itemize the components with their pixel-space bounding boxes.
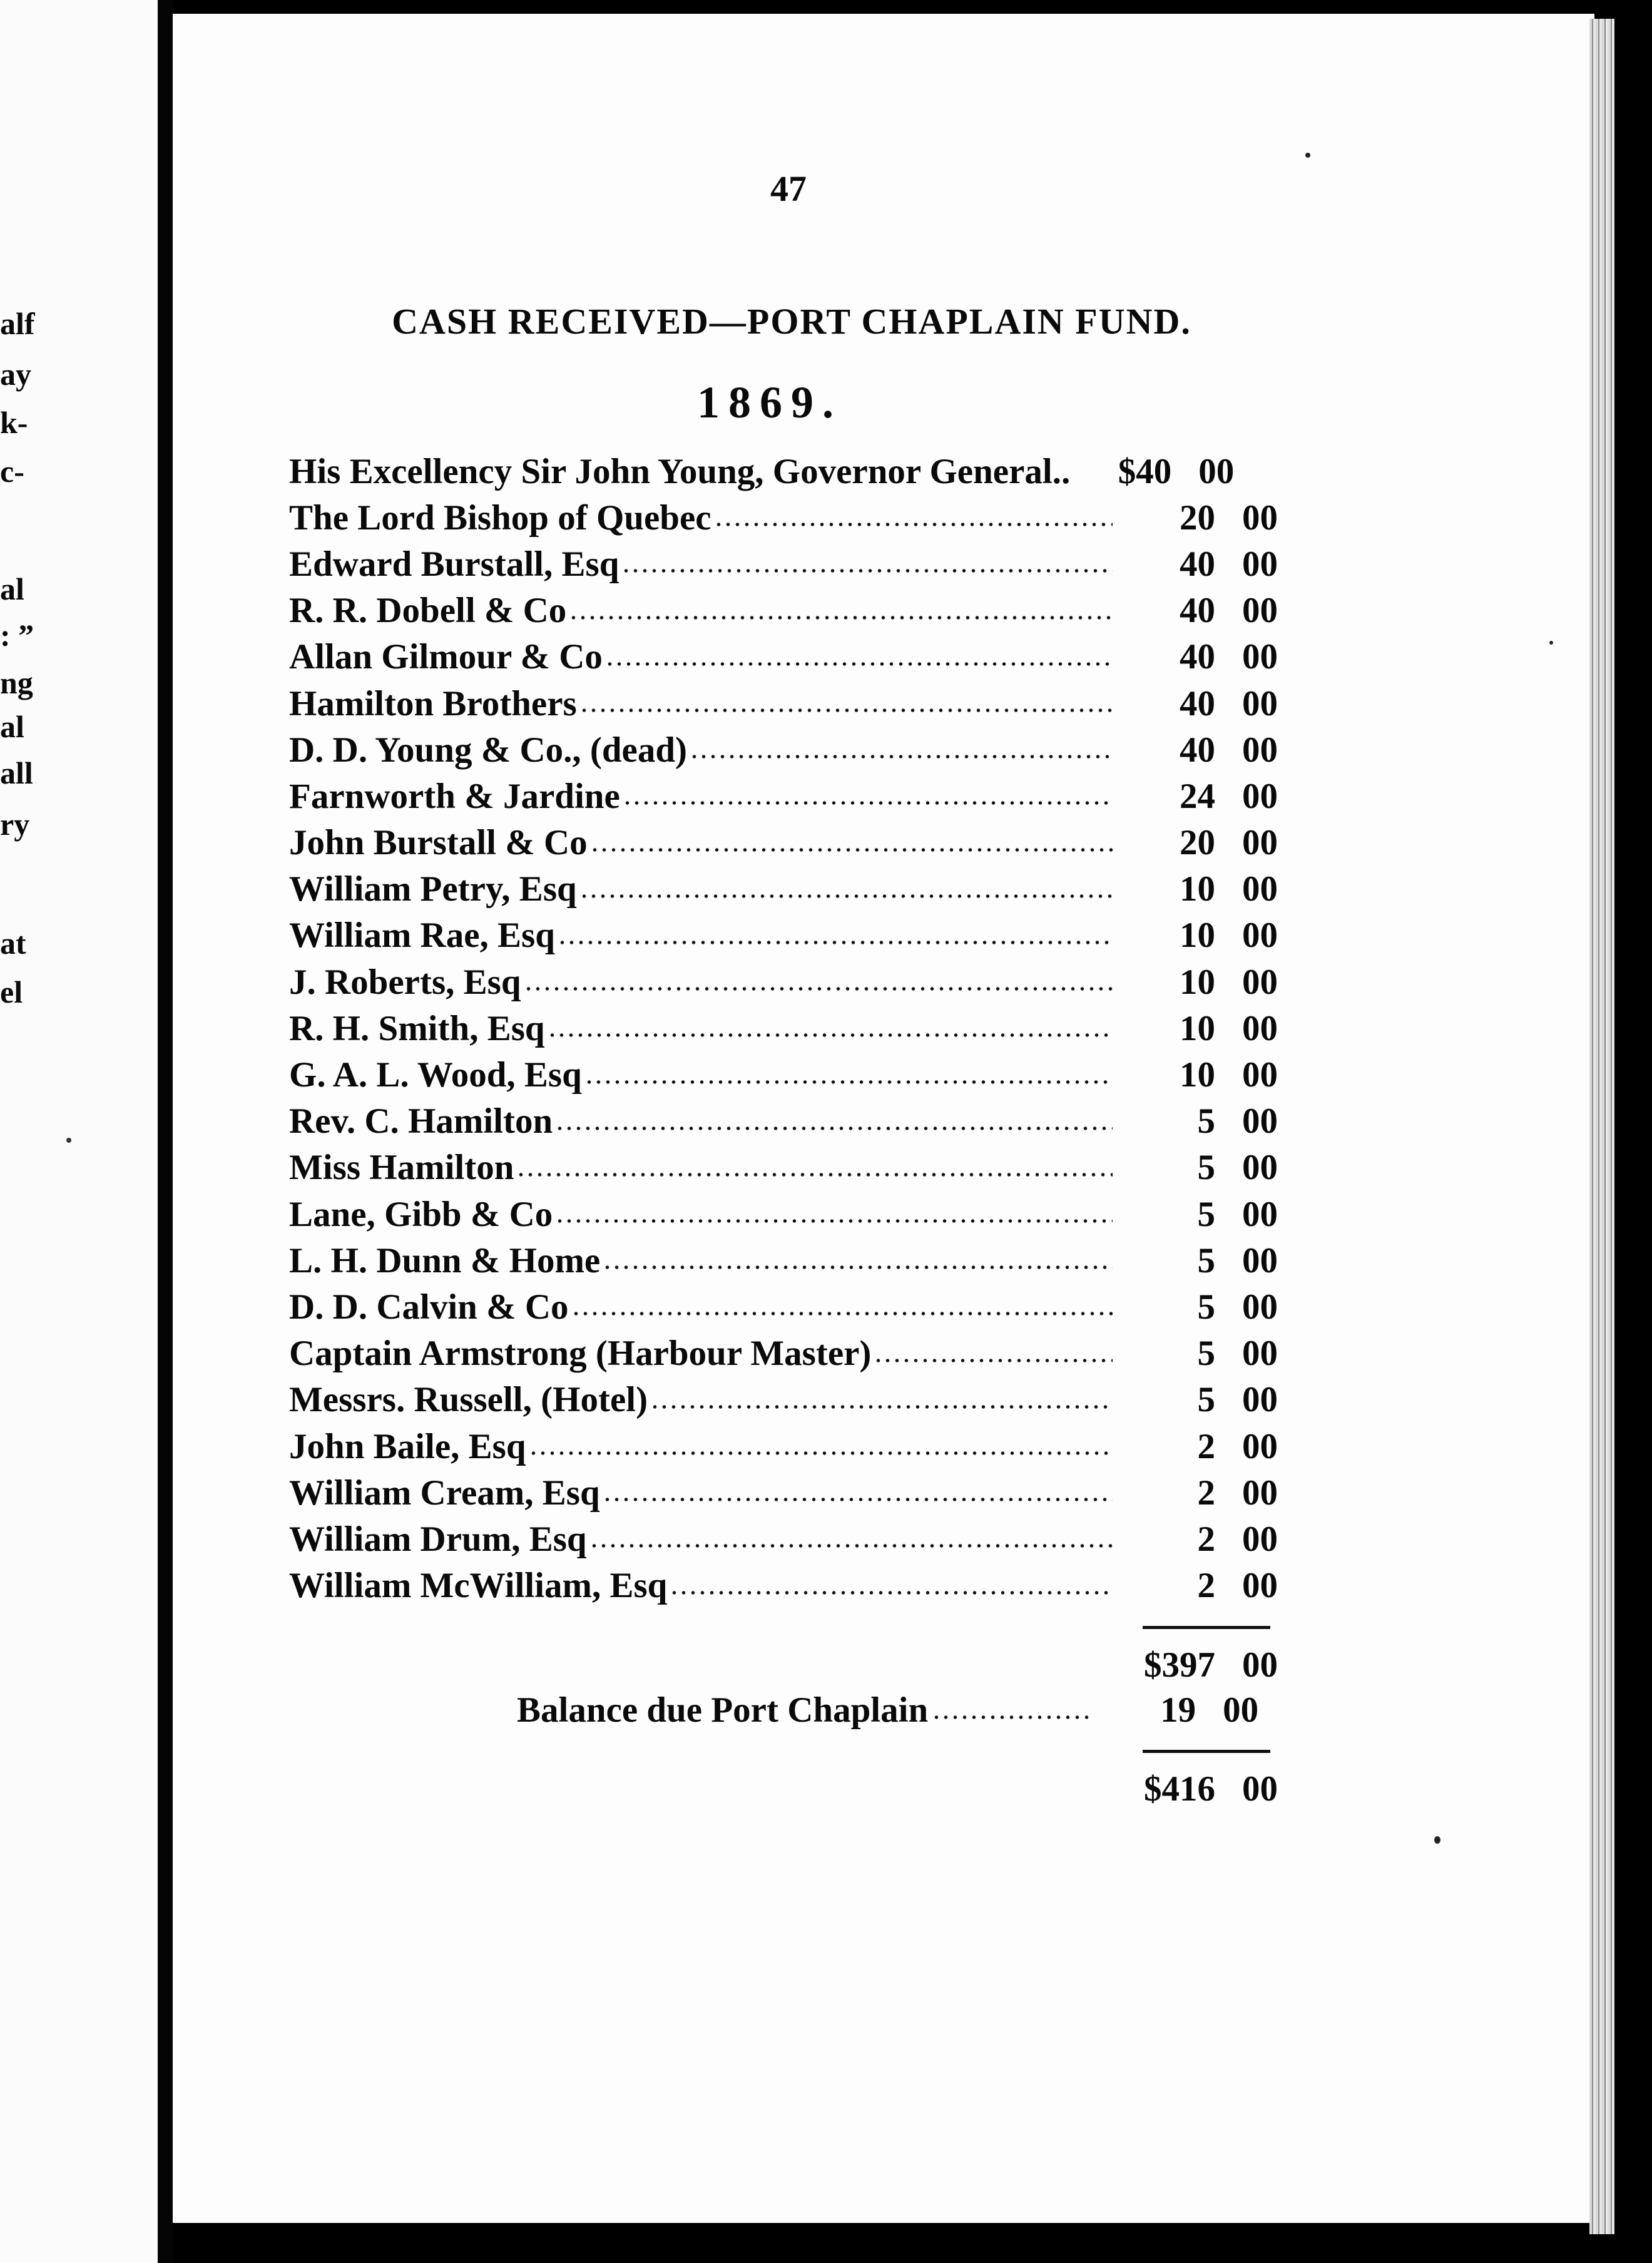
contributor-name: Rev. C. Hamilton (289, 1101, 553, 1142)
amount-cents: 00 (1242, 776, 1278, 816)
contributor-name: Farnworth & Jardine (289, 776, 620, 816)
amount-cents: 00 (1242, 1101, 1278, 1142)
contributor-name: Miss Hamilton (289, 1148, 514, 1188)
leader-dots (874, 1358, 1113, 1363)
amount-dollars: 24 (1180, 776, 1215, 816)
contribution-row (289, 727, 1278, 773)
contribution-row (289, 588, 1278, 634)
facing-page-fragment: al (0, 709, 24, 744)
amount-dollars: 10 (1180, 962, 1215, 1002)
amount-dollars: 10 (1180, 869, 1215, 909)
leader-dots (650, 1404, 1113, 1409)
leader-dots (690, 754, 1113, 759)
amount-dollars: 5 (1197, 1380, 1215, 1420)
contributor-name: His Excellency Sir John Young, Governor General.. (289, 451, 1071, 491)
amount-dollars: 5 (1197, 1148, 1215, 1188)
contributor-name: The Lord Bishop of Quebec (289, 498, 711, 538)
balance-row (517, 1690, 1258, 1730)
amount-dollars: 5 (1197, 1334, 1215, 1374)
leader-dots (524, 986, 1113, 991)
amount-cents: 00 (1242, 544, 1278, 584)
facing-page-fragment: all (0, 755, 33, 790)
contribution-row (289, 1005, 1278, 1051)
contributor-name: William McWilliam, Esq (289, 1566, 668, 1606)
facing-page-fragment: c- (0, 454, 24, 489)
amount-cents: 00 (1242, 498, 1278, 538)
amount-cents: 00 (1242, 591, 1278, 631)
contribution-row (289, 1191, 1278, 1237)
leader-dots (605, 662, 1113, 667)
contribution-row (289, 1423, 1278, 1469)
contribution-row (289, 1237, 1278, 1284)
contributions-list (289, 448, 1278, 1609)
subtotal-cents: 00 (1242, 1645, 1278, 1685)
contribution-row (289, 541, 1278, 587)
amount-dollars: 10 (1180, 1055, 1215, 1095)
contributor-name: R. R. Dobell & Co (289, 591, 567, 631)
amount-cents: 00 (1242, 962, 1278, 1002)
leader-dots (590, 847, 1113, 852)
balance-label: Balance due Port Chaplain (517, 1690, 929, 1730)
balance-dollars: 19 (1160, 1690, 1196, 1730)
facing-page-fragment: al (0, 571, 24, 606)
amount-cents: 00 (1242, 1566, 1278, 1606)
total-rule (1143, 1750, 1270, 1753)
leader-dots (603, 1497, 1113, 1502)
contributor-name: L. H. Dunn & Home (289, 1240, 601, 1280)
contribution-row (289, 959, 1278, 1005)
leader-dots (555, 1218, 1113, 1223)
contribution-row (289, 1331, 1278, 1377)
facing-page-edge (0, 0, 158, 2263)
amount-dollars: 40 (1180, 637, 1215, 677)
contributor-name: R. H. Smith, Esq (289, 1008, 545, 1048)
contributor-name: William Rae, Esq (289, 916, 555, 956)
ink-speck (1305, 153, 1310, 158)
amount-cents: 00 (1242, 683, 1278, 723)
contributor-name: Messrs. Russell, (Hotel) (289, 1380, 648, 1420)
amount-dollars: 5 (1197, 1101, 1215, 1142)
amount-dollars: 40 (1180, 730, 1215, 770)
facing-page-fragment: at (0, 926, 26, 961)
amount-dollars: 20 (1180, 498, 1215, 538)
amount-cents: 00 (1242, 730, 1278, 770)
leader-dots (623, 800, 1113, 805)
leader-dots (932, 1715, 1094, 1720)
amount-dollars: 2 (1197, 1473, 1215, 1513)
amount-cents: 00 (1242, 1240, 1278, 1280)
contributor-name: G. A. L. Wood, Esq (289, 1055, 582, 1095)
amount-cents: 00 (1198, 451, 1235, 491)
page-title: CASH RECEIVED—PORT CHAPLAIN FUND. (392, 301, 1191, 342)
amount-dollars: 5 (1197, 1287, 1215, 1327)
contribution-row (289, 1516, 1278, 1562)
contribution-row (289, 634, 1278, 680)
contribution-row (289, 448, 1278, 494)
facing-page-fragment: ry (0, 807, 30, 842)
leader-dots (714, 522, 1113, 527)
contributor-name: D. D. Calvin & Co (289, 1287, 569, 1327)
contribution-row (289, 912, 1278, 959)
amount-cents: 00 (1242, 1194, 1278, 1234)
amount-dollars: $40 (1118, 451, 1172, 491)
facing-page-fragment: : ” (0, 618, 34, 653)
subtotal-row (1121, 1645, 1278, 1685)
leader-dots (529, 1451, 1113, 1456)
contribution-row (289, 866, 1278, 912)
contributor-name: J. Roberts, Esq (289, 962, 521, 1002)
amount-dollars: 5 (1197, 1240, 1215, 1280)
amount-dollars: 5 (1197, 1194, 1215, 1234)
contributor-name: William Cream, Esq (289, 1473, 600, 1513)
contribution-row (289, 1469, 1278, 1516)
page-edge-stack (1589, 19, 1614, 2234)
ink-speck (1434, 1836, 1440, 1844)
contributor-name: John Burstall & Co (289, 823, 588, 863)
contributor-name: Lane, Gibb & Co (289, 1194, 553, 1234)
amount-cents: 00 (1242, 1334, 1278, 1374)
amount-dollars: 10 (1180, 916, 1215, 956)
contributor-name: D. D. Young & Co., (dead) (289, 730, 688, 770)
amount-cents: 00 (1242, 1008, 1278, 1048)
amount-dollars: 2 (1197, 1566, 1215, 1606)
facing-page-fragment: alf (0, 306, 35, 341)
leader-dots (579, 894, 1113, 899)
contributor-name: Captain Armstrong (Harbour Master) (289, 1334, 872, 1374)
contribution-row (289, 1377, 1278, 1423)
balance-cents: 00 (1223, 1690, 1259, 1730)
amount-cents: 00 (1242, 869, 1278, 909)
facing-page-fragment: ay (0, 357, 31, 392)
amount-cents: 00 (1242, 916, 1278, 956)
amount-cents: 00 (1242, 637, 1278, 677)
amount-dollars: 40 (1180, 544, 1215, 584)
leader-dots (603, 1265, 1113, 1270)
contribution-row (289, 680, 1278, 727)
contribution-row (289, 1284, 1278, 1330)
contribution-row (289, 1145, 1278, 1191)
amount-cents: 00 (1242, 1473, 1278, 1513)
amount-dollars: 40 (1180, 683, 1215, 723)
amount-dollars: 10 (1180, 1008, 1215, 1048)
leader-dots (621, 568, 1113, 573)
amount-dollars: 2 (1197, 1519, 1215, 1559)
contributor-name: William Petry, Esq (289, 869, 577, 909)
contribution-row (289, 1563, 1278, 1609)
leader-dots (516, 1172, 1113, 1177)
contributor-name: Allan Gilmour & Co (289, 637, 603, 677)
contributor-name: Hamilton Brothers (289, 683, 577, 723)
amount-dollars: 20 (1180, 823, 1215, 863)
book-gutter (158, 0, 173, 2263)
amount-dollars: 40 (1180, 591, 1215, 631)
contribution-row (289, 1051, 1278, 1098)
subtotal-rule (1143, 1626, 1270, 1629)
facing-page-fragment: k- (0, 405, 28, 440)
contribution-row (289, 820, 1278, 866)
ink-speck (66, 1138, 71, 1143)
total-cents: 00 (1242, 1769, 1278, 1809)
amount-cents: 00 (1242, 1055, 1278, 1095)
leader-dots (555, 1126, 1113, 1131)
facing-page-fragment: el (0, 974, 23, 1009)
contribution-row (289, 773, 1278, 819)
amount-cents: 00 (1242, 1426, 1278, 1466)
amount-cents: 00 (1242, 1287, 1278, 1327)
amount-cents: 00 (1242, 823, 1278, 863)
facing-page-fragment: ng (0, 665, 33, 700)
total-dollars: $416 (1144, 1769, 1215, 1809)
page-number: 47 (770, 168, 807, 209)
amount-cents: 00 (1242, 1380, 1278, 1420)
leader-dots (670, 1590, 1113, 1595)
contribution-row (289, 494, 1278, 541)
leader-dots (584, 1080, 1113, 1085)
leader-dots (548, 1033, 1113, 1038)
contributor-name: John Baile, Esq (289, 1426, 526, 1466)
total-row (1121, 1769, 1278, 1809)
amount-cents: 00 (1242, 1519, 1278, 1559)
leader-dots (571, 1311, 1113, 1316)
leader-dots (579, 708, 1113, 713)
contribution-row (289, 1098, 1278, 1145)
year-heading: 1869. (697, 377, 842, 427)
contributor-name: Edward Burstall, Esq (289, 544, 620, 584)
contributor-name: William Drum, Esq (289, 1519, 587, 1559)
leader-dots (589, 1543, 1113, 1548)
amount-cents: 00 (1242, 1148, 1278, 1188)
amount-dollars: 2 (1197, 1426, 1215, 1466)
subtotal-dollars: $397 (1144, 1645, 1215, 1685)
ink-speck (1549, 641, 1553, 645)
leader-dots (569, 615, 1113, 620)
leader-dots (558, 940, 1113, 945)
